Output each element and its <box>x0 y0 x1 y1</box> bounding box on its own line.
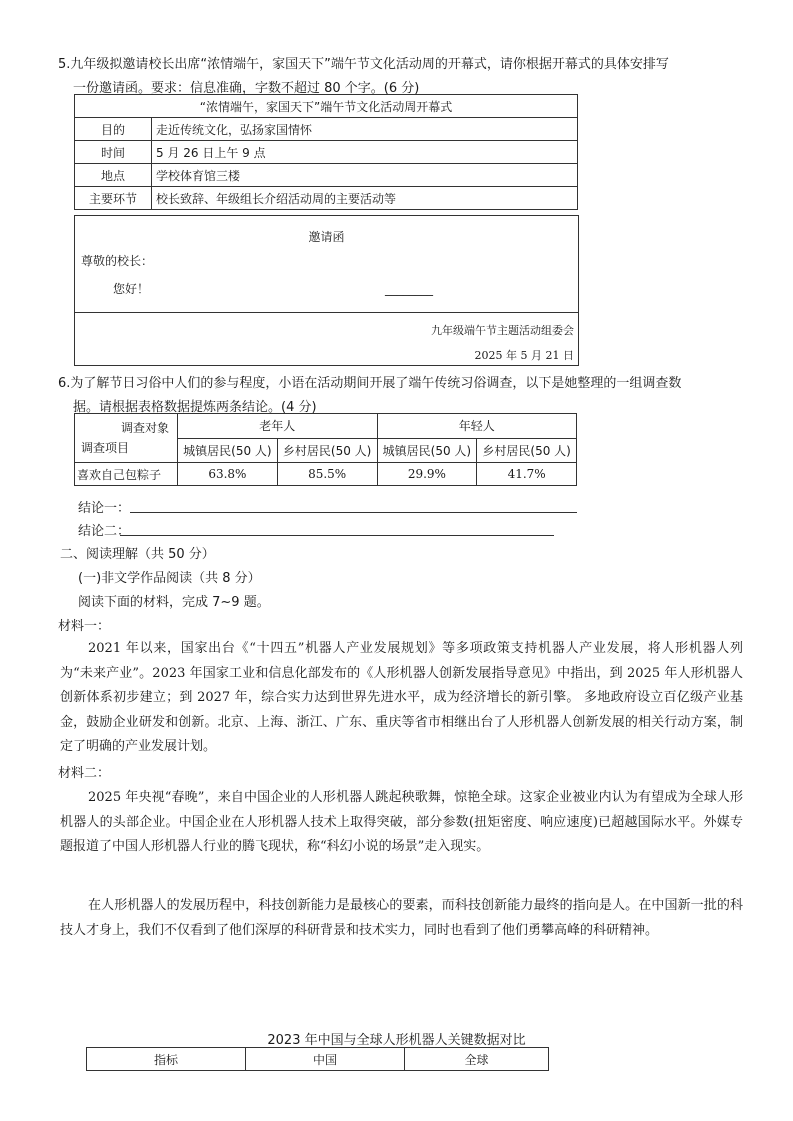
group-header-old: 老年人 <box>178 414 378 439</box>
table-row <box>75 463 577 486</box>
comparison-table <box>86 1047 549 1071</box>
value-cell: 41.7% <box>477 463 577 486</box>
material-2-paragraph-2: 在人形机器人的发展历程中，科技创新能力是最核心的要素，而科技创新能力最终的指向是人。在中国新一批的科技人才身上，我们不仅看到了他们深厚的科研背景和技术实力，同时也看到了他们勇攀高峰的科研精神。 <box>60 898 743 938</box>
letter-salutation: 尊敬的校长： <box>81 254 154 268</box>
col-header: 指标 <box>87 1048 246 1071</box>
row-value: 走近传统文化，弘扬家国情怀 <box>152 118 578 141</box>
letter-date: 2025 年 5 月 21 日 <box>474 349 574 362</box>
invitation-letter-box <box>74 215 579 366</box>
material-2-paragraph-1: 2025 年央视“春晚”，来自中国企业的人形机器人跳起秧歌舞，惊艳全球。这家企业被业内认为有望成为全球人形机器人的头部企业。中国企业在人形机器人技术上取得突破，部分参数(扭矩密度、响应速度)已超越国际水平。外媒专题报道了中国人形机器人行业的腾飞现状，称“科幻小说的场景”走入现实。 <box>60 790 743 854</box>
material-1-label: 材料一： <box>58 619 111 634</box>
table-row <box>75 164 578 187</box>
letter-divider <box>75 312 578 313</box>
table-row <box>75 187 578 210</box>
col-header: 城镇居民(50 人) <box>377 438 477 463</box>
data-table-title: 2023 年中国与全球人形机器人关键数据对比 <box>267 1033 526 1048</box>
reading-instruction: 阅读下面的材料，完成 7~9 题。 <box>78 595 270 610</box>
value-cell: 29.9% <box>377 463 477 486</box>
table-row <box>75 141 578 164</box>
row-label: 目的 <box>75 118 152 141</box>
letter-greeting: 您好！ <box>113 282 150 296</box>
material-2-label: 材料二： <box>58 766 111 781</box>
col-header: 全球 <box>405 1048 549 1071</box>
subsection-heading: (一)非文学作品阅读（共 8 分） <box>78 571 261 586</box>
table-row <box>75 118 578 141</box>
row-label: 时间 <box>75 141 152 164</box>
section-heading: 二、阅读理解（共 50 分） <box>60 547 215 562</box>
q6-survey-table <box>74 413 577 486</box>
q5-line2: 一份邀请函。要求：信息准确，字数不超过 80 个字。(6 分) <box>73 81 420 96</box>
q5-line1: 5.九年级拟邀请校长出席“浓情端午，家国天下”端午节文化活动周的开幕式，请你根据开幕式的具体安排写 <box>58 57 669 72</box>
corner-bottom-label: 调查项目 <box>81 441 130 455</box>
conclusion-2-label: 结论二： <box>78 524 131 539</box>
value-cell: 63.8% <box>178 463 278 486</box>
col-header: 乡村居民(50 人) <box>277 438 377 463</box>
letter-signature: 九年级端午节主题活动组委会 <box>431 324 574 337</box>
q5-info-table <box>74 94 578 210</box>
row-value: 5 月 26 日上午 9 点 <box>152 141 578 164</box>
col-header: 乡村居民(50 人) <box>477 438 577 463</box>
row-label: 喜欢自己包粽子 <box>75 463 178 486</box>
value-cell: 85.5% <box>277 463 377 486</box>
row-label: 地点 <box>75 164 152 187</box>
table-corner-cell <box>75 414 178 463</box>
conclusion-1-label: 结论一： <box>78 501 131 516</box>
conclusion-1-blank[interactable] <box>130 512 577 513</box>
q6-line1: 6.为了解节日习俗中人们的参与程度，小语在活动期间开展了端午传统习俗调查，以下是她整理的一组调查数 <box>58 376 682 391</box>
row-value: 学校体育馆三楼 <box>152 164 578 187</box>
group-header-young: 年轻人 <box>377 414 577 439</box>
q6-line2: 据。请根据表格数据提炼两条结论。(4 分) <box>73 400 317 415</box>
q5-table-title: “浓情端午，家国天下”端午节文化活动周开幕式 <box>75 95 578 118</box>
row-value: 校长致辞、年级组长介绍活动周的主要活动等 <box>152 187 578 210</box>
conclusion-2-blank[interactable] <box>120 535 554 536</box>
col-header: 城镇居民(50 人) <box>178 438 278 463</box>
letter-title: 邀请函 <box>308 230 345 244</box>
letter-answer-blank[interactable]: ________ <box>385 282 433 296</box>
material-1-text: 2021 年以来，国家出台《“十四五”机器人产业发展规划》等多项政策支持机器人产业发展，将人形机器人列为“未来产业”。2023 年国家工业和信息化部发布的《人形机器人创新发展指导意见》中指出，到 2025 年人形机器人创新体系初步建立；到 2027 年，综合实力达到世界先进水平，成为经济增长的新引擎。 多地政府设立百亿级产业基金，鼓励企业研发和创新。北京、上海、浙江、广东、重庆等省市相继出台了人形机器人创新发展的相关行动方案，制定了明确的产业发展计划。 <box>60 641 743 754</box>
row-label: 主要环节 <box>75 187 152 210</box>
col-header: 中国 <box>246 1048 405 1071</box>
corner-top-label: 调查对象 <box>121 421 170 435</box>
